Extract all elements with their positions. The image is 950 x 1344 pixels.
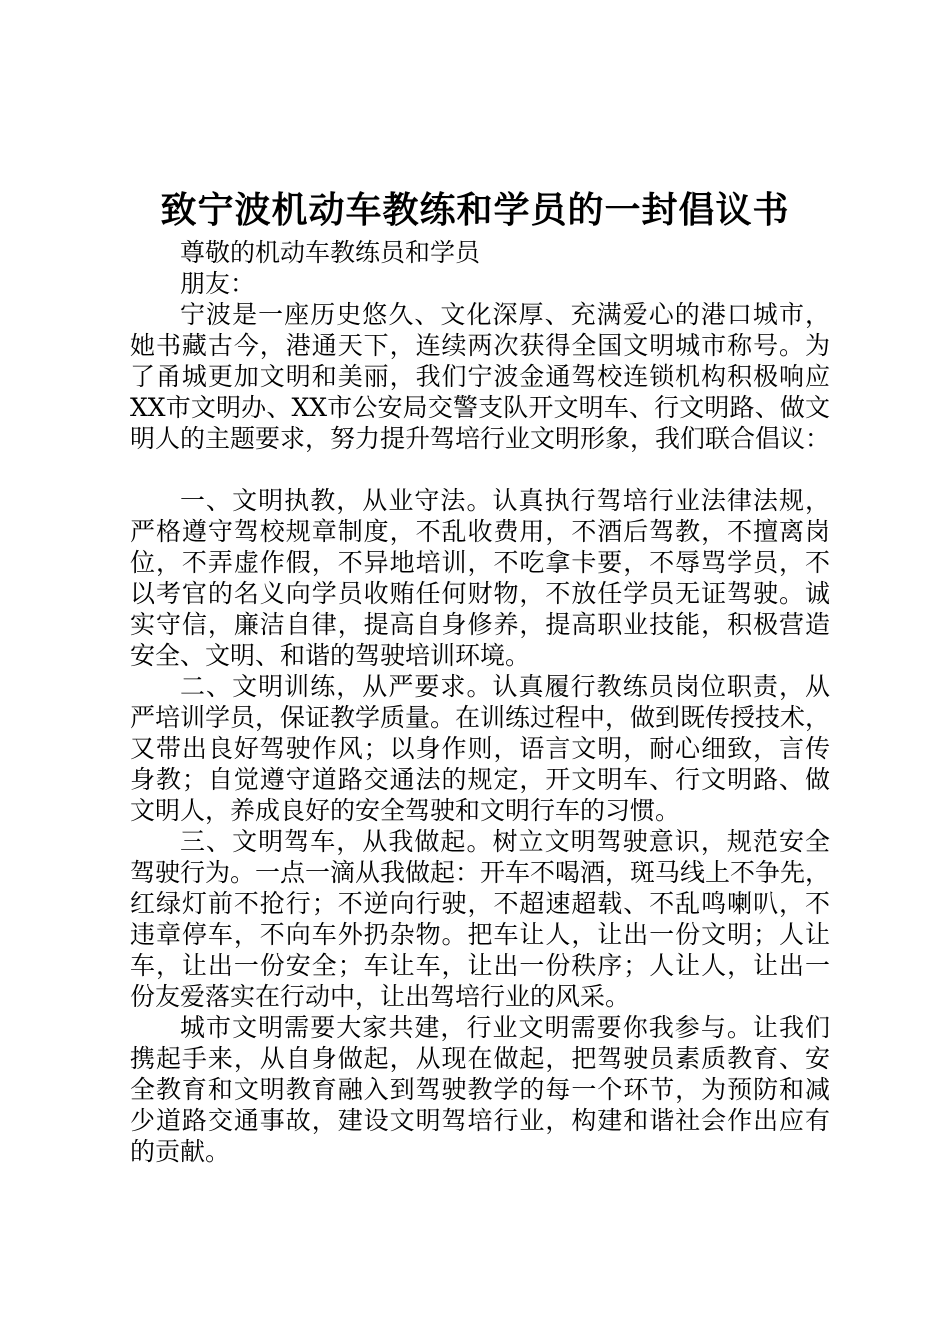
point-3-line: 驾驶行为。一点一滴从我做起：开车不喝酒，斑马线上不争先， (130, 858, 831, 887)
closing-line: 全教育和文明教育融入到驾驶教学的每一个环节，为预防和减 (130, 1075, 830, 1104)
closing-line: 城市文明需要大家共建，行业文明需要你我参与。让我们 (180, 1013, 830, 1042)
point-3-line: 车，让出一份安全；车让车，让出一份秩序；人让人，让出一 (130, 951, 830, 980)
point-2-line: 身教；自觉遵守道路交通法的规定，开文明车、行文明路、做 (130, 765, 830, 794)
point-1-line: 以考官的名义向学员收贿任何财物，不放任学员无证驾驶。诚 (130, 579, 830, 608)
salutation-line: 朋友： (180, 269, 256, 298)
point-1-line: 严格遵守驾校规章制度，不乱收费用，不酒后驾教，不擅离岗 (130, 517, 830, 546)
point-1-line: 安全、文明、和谐的驾驶培训环境。 (130, 641, 531, 670)
intro-line: 她书藏古今，港通天下，连续两次获得全国文明城市称号。为 (130, 331, 830, 360)
point-1-line: 位，不弄虚作假，不异地培训，不吃拿卡要，不辱骂学员，不 (130, 548, 830, 577)
closing-line: 的贡献。 (130, 1137, 231, 1166)
closing-line: 携起手来，从自身做起，从现在做起，把驾驶员素质教育、安 (130, 1044, 830, 1073)
salutation-line: 尊敬的机动车教练员和学员 (180, 238, 481, 267)
point-3-line: 违章停车，不向车外扔杂物。把车让人，让出一份文明；人让 (130, 920, 830, 949)
point-3-line: 份友爱落实在行动中，让出驾培行业的风采。 (130, 982, 631, 1011)
point-3-line: 红绿灯前不抢行；不逆向行驶，不超速超载、不乱鸣喇叭，不 (130, 889, 830, 918)
intro-line: 了甬城更加文明和美丽，我们宁波金通驾校连锁机构积极响应 (130, 362, 830, 391)
point-1-line: 实守信，廉洁自律，提高自身修养，提高职业技能，积极营造 (130, 610, 830, 639)
closing-line: 少道路交通事故，建设文明驾培行业，构建和谐社会作出应有 (130, 1106, 830, 1135)
intro-line: XX市文明办、XX市公安局交警支队开文明车、行文明路、做文 (130, 393, 830, 422)
point-2-line: 二、文明训练，从严要求。认真履行教练员岗位职责，从 (180, 672, 830, 701)
point-1-line: 一、文明执教，从业守法。认真执行驾培行业法律法规， (180, 486, 830, 515)
point-2-line: 文明人，养成良好的安全驾驶和文明行车的习惯。 (130, 796, 681, 825)
intro-line: 宁波是一座历史悠久、文化深厚、充满爱心的港口城市， (180, 300, 830, 329)
point-3-line: 三、文明驾车，从我做起。树立文明驾驶意识，规范安全 (180, 827, 830, 856)
intro-line: 明人的主题要求，努力提升驾培行业文明形象，我们联合倡议： (130, 424, 831, 453)
point-2-line: 又带出良好驾驶作风；以身作则，语言文明，耐心细致，言传 (130, 734, 830, 763)
point-2-line: 严培训学员，保证教学质量。在训练过程中，做到既传授技术， (130, 703, 831, 732)
document-title: 致宁波机动车教练和学员的一封倡议书 (160, 189, 790, 231)
